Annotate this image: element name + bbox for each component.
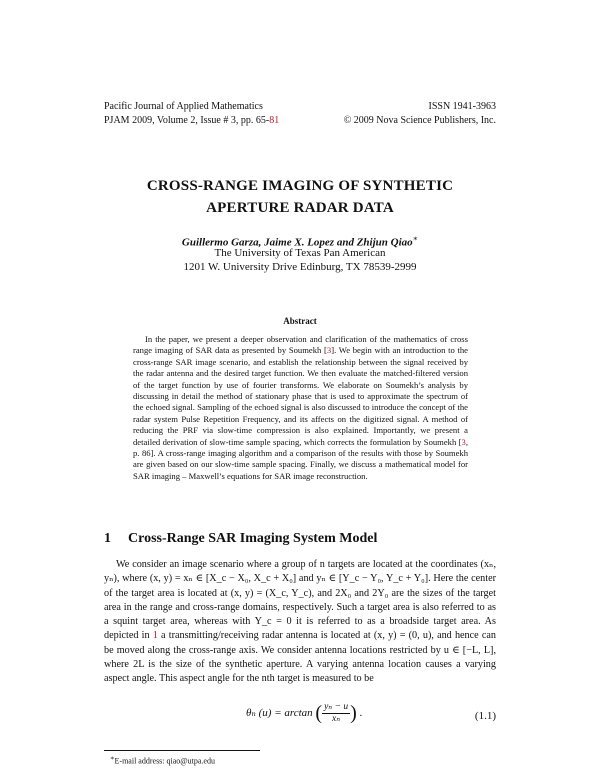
author-footnote-marker[interactable]: ∗ [412,234,419,243]
abstract-part-2: ]. We begin with an introduction to the cross-range SAR image scenario, and establish the relationship between the signal received by the radar antenna and the desired target function. We then evaluate the matched-filtered version of the target function by use of fourier transforms. We elaborate on Soumekh’s analysis by discussing in detail the method of stationary phase that is used to approximate the spectrum of the echoed signal. Sampling of the echoed signal is also discussed to introduce the concept of the radar system Pulse Repetition Frequency, and its affects on the digitized signal. A method of reducing the PRF via slow-time compression is also explained. Importantly, we present a detailed derivation of slow-time sample spacing, which corrects the formulation by Soumekh [ [133,345,468,447]
equation-fraction [322,702,350,725]
affiliation: The University of Texas Pan American [214,247,386,259]
section-heading [104,530,377,548]
copyright: © 2009 Nova Science Publishers, Inc. [343,115,496,126]
body-paragraph [104,558,496,687]
section-number: 1 [104,531,111,546]
issn: ISSN 1941-3963 [428,101,496,112]
citation-link-3b[interactable]: 3 [461,436,466,447]
citation-text: PJAM 2009, Volume 2, Issue # 3, pp. 65- [104,115,270,126]
equation-denominator: xₙ [332,714,341,724]
left-paren: ( [315,702,323,724]
footnote-text: E-mail address: qiao@utpa.edu [114,756,215,766]
abstract-heading: Abstract [283,316,317,326]
footnote-rule [104,750,260,751]
figure-link-1[interactable]: 1 [152,630,158,642]
equation-numerator: yₙ − u [324,702,349,712]
last-page-link[interactable]: 81 [269,115,280,126]
paper-title-line-1: CROSS-RANGE IMAGING OF SYNTHETIC [146,178,454,194]
paper-title-line-2: APERTURE RADAR DATA [206,200,394,216]
footnote [110,754,215,766]
equation-1-1 [246,702,362,725]
abstract-part-3: , p. 86]. A cross-range imaging algorithm and a comparison of the results with those by Soumekh are given based on our slow-time sample spacing. Finally, we discuss a mathematical model for SAR imaging – Maxwell’s equations for SAR image reconstruction. [133,436,468,481]
equation-lhs: θₙ (u) = arctan [246,707,313,720]
journal-name: Pacific Journal of Applied Mathematics [104,101,263,112]
right-paren: ) [350,702,357,724]
citation-link-3[interactable]: 3 [326,345,332,356]
equation-number: (1.1) [474,710,496,722]
equation-period: . [359,707,363,720]
body-text-2: a transmitting/receiving radar antenna is located at (x, y) = (0, u), and hence can be moved along the cross-range axis. We consider antenna locations restricted by u ∈ [−L, L], where 2L is the size of the synthetic aperture. A varying antenna location causes a varying aspect angle. This aspect angle for the nth target is measured to be [104,630,497,685]
author-names: Guillermo Garza, Jaime X. Lopez and Zhijun Qiao [181,236,413,249]
journal-citation [104,114,279,127]
footnote-marker: ∗ [110,755,115,762]
abstract-part-1: In the paper, we present a deeper observation and clarification of the mathematics of cross range imaging of SAR data as presented by Soumekh [ [133,334,468,356]
section-title: Cross-Range SAR Imaging System Model [128,531,378,546]
address: 1201 W. University Drive Edinburg, TX 78539-2999 [183,261,417,273]
abstract-text [133,334,468,482]
body-text-1: We consider an image scenario where a group of n targets are located at the coordinates (xₙ, yₙ), where (x, y) = xₙ ∈ [X_c − X₀, X_c + X₀] and yₙ ∈ [Y_c − Y₀, Y_c + Y₀]. Here the center of the target area is located at (x, y) = (X_c, Y_c), and 2X₀ and 2Y₀ are the sizes of the target area in the range and cross-range domains, respectively. Such a target area is also referred to as a squint target area, whereas with Y_c = 0 it is referred to as a broadside target area. As depicted in [104,559,496,642]
